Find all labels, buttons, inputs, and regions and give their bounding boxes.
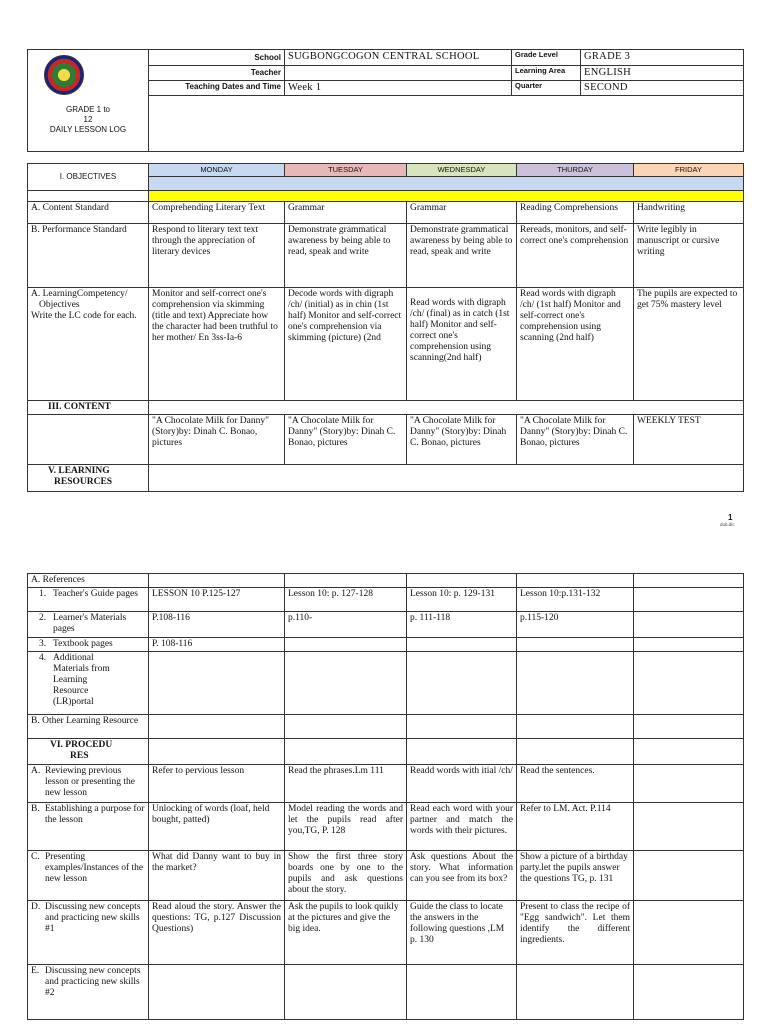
performance-standard-mon: Respond to literary text text through the appreciation of literary devices (149, 224, 285, 288)
ref-learners-materials-tue: p.110- (285, 611, 407, 637)
school-label: School (149, 50, 285, 66)
procedure-b-fri (634, 802, 744, 850)
content-tue: "A Chocolate Milk for Danny" (Story)by: Dinah C. Bonao, pictures (285, 415, 407, 465)
procedure-e-wed (407, 964, 517, 1019)
quarter-label: Quarter (512, 81, 581, 96)
grade-title: GRADE 1 to 12 DAILY LESSON LOG (49, 105, 127, 134)
school-value: SUGBONGCOGON CENTRAL SCHOOL (285, 50, 512, 66)
content-standard-label: A. Content Standard (28, 202, 149, 224)
ref-additional-thu (517, 651, 634, 714)
teacher-label: Teacher (149, 66, 285, 81)
learning-resources-label: V. LEARNING RESOURCES (28, 465, 149, 492)
procedure-d-wed: Guide the class to locate the answers in the following questions ,LM p. 130 (407, 900, 517, 964)
competency-fri: The pupils are expected to get 75% mastery level (634, 288, 744, 401)
competency-mon: Monitor and self-correct one's comprehension via skimming (title and text) Appreciate how the character had been truthful to her mother/ En 3ss-Ia-6 (149, 288, 285, 401)
performance-standard-wed: Demonstrate grammatical awareness by being able to read, speak and write (407, 224, 517, 288)
ref-learners-materials-wed: p. 111-118 (407, 611, 517, 637)
procedure-a-fri (634, 764, 744, 802)
procedures-table (27, 573, 744, 1020)
performance-standard-thu: Rereads, monitors, and self- correct one's comprehension (517, 224, 634, 288)
competency-label: A. LearningCompetency/ Objectives Write the LC code for each. (28, 288, 149, 401)
procedure-a-wed: Readd words with itial /ch/ (407, 764, 517, 802)
other-resources-label: B. Other Learning Resource (28, 714, 149, 738)
procedure-e-fri (634, 964, 744, 1019)
grade-level-label: Grade Level (512, 50, 581, 66)
ref-textbook-mon: P. 108-116 (149, 637, 285, 651)
procedure-c-tue: Show the first three story boards one by one to the pupils and ask questions about the story. (285, 850, 407, 900)
content-standard-tue: Grammar (285, 202, 407, 224)
procedure-b-mon: Unlocking of words (loaf, held bought, patted) (149, 802, 285, 850)
procedure-e-thu (517, 964, 634, 1019)
logo-cell (28, 50, 149, 152)
learning-area-label: Learning Area (512, 66, 581, 81)
procedure-d-thu: Present to class the recipe of "Egg sandwich". Let them identify the different ingredients. (517, 900, 634, 964)
ref-learners-materials-mon: P.108-116 (149, 611, 285, 637)
day-thursday: THURDAY (517, 164, 634, 177)
day-friday: FRIDAY (634, 164, 744, 177)
performance-standard-label: B. Performance Standard (28, 224, 149, 288)
procedure-c-wed: Ask questions About the story. What information can you see from its box? (407, 850, 517, 900)
ref-additional-wed (407, 651, 517, 714)
objectives-table (27, 163, 744, 492)
procedure-b-label: B. Establishing a purpose for the lesson (28, 802, 149, 850)
competency-tue: Decode words with digraph /ch/ (initial) as in chin (1st half) Monitor and self-correct one's comprehension via skimming (picture) (2nd (285, 288, 407, 401)
ref-teachers-guide-thu: Lesson 10:p.131-132 (517, 587, 634, 611)
content-standard-wed: Grammar (407, 202, 517, 224)
content-thu: "A Chocolate Milk for Danny" (Story)by: Dinah C. Bonao, pictures (517, 415, 634, 465)
content-fri: WEEKLY TEST (634, 415, 744, 465)
deped-seal-logo (44, 55, 84, 95)
ref-additional-mon (149, 651, 285, 714)
ref-teachers-guide-tue: Lesson 10: p. 127-128 (285, 587, 407, 611)
ref-teachers-guide-fri (634, 587, 744, 611)
learning-area-value: ENGLISH (581, 66, 744, 81)
ref-additional-tue (285, 651, 407, 714)
procedure-b-wed: Read each word with your partner and match the words with their pictures. (407, 802, 517, 850)
objectives-label: I. OBJECTIVES (28, 164, 149, 191)
other-resources-mon (149, 714, 285, 738)
ref-teachers-guide-mon: LESSON 10 P.125-127 (149, 587, 285, 611)
ref-textbook-wed (407, 637, 517, 651)
competency-thu: Read words with digraph /ch/ (1st half) Monitor and self-correct one's comprehension using scanning (2nd half) (517, 288, 634, 401)
procedure-d-tue: Ask the pupils to look quikly at the pictures and give the big idea. (285, 900, 407, 964)
page-mark: dob.dlc (720, 522, 735, 527)
ref-textbook-thu (517, 637, 634, 651)
dates-value: Week 1 (285, 81, 512, 96)
ref-additional-label: 4. Additional Materials from Learning Resource (LR)portal (28, 651, 149, 714)
other-resources-thu (517, 714, 634, 738)
procedure-d-label: D. Discussing new concepts and practicing new skills #1 (28, 900, 149, 964)
ref-textbook-tue (285, 637, 407, 651)
ref-learners-materials-thu: p.115-120 (517, 611, 634, 637)
ref-learners-materials-label: 2. Learner's Materials pages (28, 611, 149, 637)
procedure-d-mon: Read aloud the story. Answer the questions: TG, p.127 Discussion Questions) (149, 900, 285, 964)
dates-label: Teaching Dates and Time (149, 81, 285, 96)
references-label: A. References (28, 574, 149, 588)
ref-textbook-fri (634, 637, 744, 651)
ref-textbook-label: 3. Textbook pages (28, 637, 149, 651)
ref-teachers-guide-wed: Lesson 10: p. 129-131 (407, 587, 517, 611)
ref-additional-fri (634, 651, 744, 714)
competency-wed: Read words with digraph /ch/ (final) as in catch (1st half) Monitor and self-correct one's comprehension using scanning(2nd half) (407, 288, 517, 401)
procedure-c-mon: What did Danny want to buy in the market? (149, 850, 285, 900)
other-resources-wed (407, 714, 517, 738)
procedure-e-label: E. Discussing new concepts and practicing new skills #2 (28, 964, 149, 1019)
procedures-label: VI. PROCEDU RES (28, 738, 149, 764)
page-number: 1 (728, 513, 733, 522)
procedure-c-thu: Show a picture of a birthday party.let the pupils answer the questions TG, p. 131 (517, 850, 634, 900)
procedure-b-thu: Refer to LM. Act. P.114 (517, 802, 634, 850)
day-monday: MONDAY (149, 164, 285, 177)
content-standard-thu: Reading Comprehensions (517, 202, 634, 224)
performance-standard-tue: Demonstrate grammatical awareness by being able to read, speak and write (285, 224, 407, 288)
quarter-value: SECOND (581, 81, 744, 96)
header-table (27, 49, 744, 152)
procedure-a-mon: Refer to pervious lesson (149, 764, 285, 802)
content-wed: "A Chocolate Milk for Danny" (Story)by: Dinah C. Bonao, pictures (407, 415, 517, 465)
content-standard-fri: Handwriting (634, 202, 744, 224)
procedure-a-tue: Read the phrases.Lm 111 (285, 764, 407, 802)
procedure-e-tue (285, 964, 407, 1019)
teacher-value (285, 66, 512, 81)
grade-level-value: GRADE 3 (581, 50, 744, 66)
objectives-spacer (149, 177, 744, 191)
ref-learners-materials-fri (634, 611, 744, 637)
other-resources-tue (285, 714, 407, 738)
other-resources-fri (634, 714, 744, 738)
procedure-c-fri (634, 850, 744, 900)
procedure-c-label: C. Presenting examples/Instances of the new lesson (28, 850, 149, 900)
day-wednesday: WEDNESDAY (407, 164, 517, 177)
procedure-b-tue: Model reading the words and let the pupils read after you,TG, P. 128 (285, 802, 407, 850)
content-standard-mon: Comprehending Literary Text (149, 202, 285, 224)
procedure-a-thu: Read the sentences. (517, 764, 634, 802)
procedure-e-mon (149, 964, 285, 1019)
objectives-band (149, 191, 744, 202)
ref-teachers-guide-label: 1. Teacher's Guide pages (28, 587, 149, 611)
day-tuesday: TUESDAY (285, 164, 407, 177)
performance-standard-fri: Write legibly in manuscript or cursive writing (634, 224, 744, 288)
content-mon: "A Chocolate Milk for Danny" (Story)by: Dinah C. Bonao, pictures (149, 415, 285, 465)
procedure-d-fri (634, 900, 744, 964)
procedure-a-label: A. Reviewing previous lesson or presenting the new lesson (28, 764, 149, 802)
content-label: III. CONTENT (28, 401, 149, 415)
